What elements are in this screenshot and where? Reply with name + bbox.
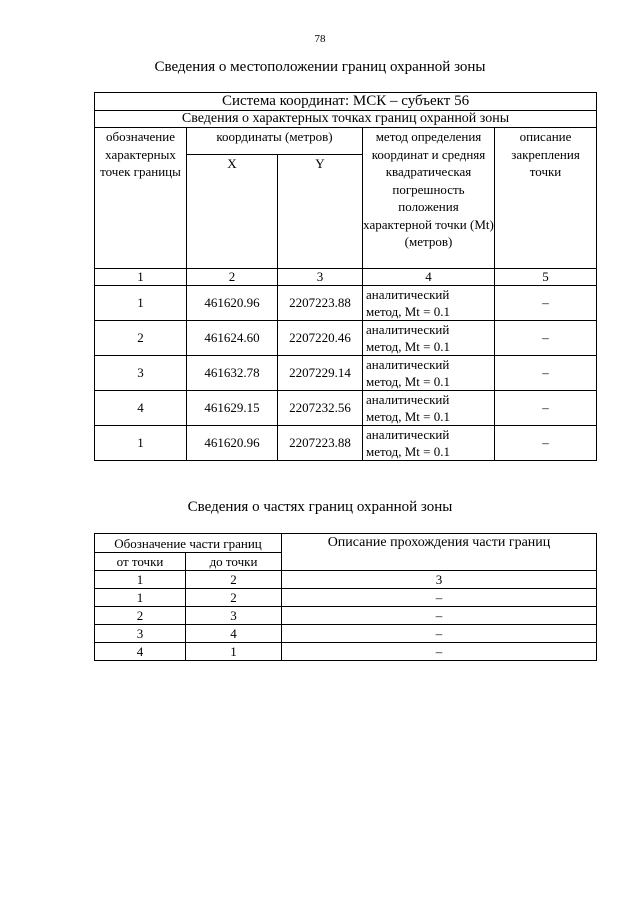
x-cell: 461624.60 (187, 321, 278, 356)
from-cell: 4 (95, 643, 186, 661)
col-header-to: до точки (186, 553, 282, 571)
points-subtitle-header: Сведения о характерных точках границ охранной зоны (95, 111, 597, 128)
y-cell: 2207220.46 (278, 321, 363, 356)
y-cell: 2207229.14 (278, 356, 363, 391)
col-number: 3 (278, 269, 363, 286)
col-header-coords: координаты (метров) (187, 128, 363, 155)
x-cell: 461632.78 (187, 356, 278, 391)
method-cell (363, 286, 495, 321)
y-cell: 2207223.88 (278, 286, 363, 321)
section-title-location: Сведения о местоположении границ охранной зоны (154, 59, 486, 75)
description-cell: – (495, 321, 597, 356)
from-cell: 1 (95, 589, 186, 607)
col-number: 1 (95, 269, 187, 286)
table-row (95, 607, 597, 625)
method-line-1: аналитический (366, 427, 450, 442)
col-header-y: Y (278, 155, 363, 269)
method-cell (363, 356, 495, 391)
point-cell: 3 (95, 356, 187, 391)
from-cell: 3 (95, 625, 186, 643)
method-cell (363, 426, 495, 461)
y-cell: 2207223.88 (278, 426, 363, 461)
description-cell: – (282, 625, 597, 643)
description-cell: – (282, 589, 597, 607)
method-line-2: метод, Mt = 0.1 (366, 409, 450, 424)
method-line-1: аналитический (366, 392, 450, 407)
x-cell: 461620.96 (187, 286, 278, 321)
method-line-2: метод, Mt = 0.1 (366, 339, 450, 354)
from-cell: 2 (95, 607, 186, 625)
table-row (95, 643, 597, 661)
method-cell (363, 321, 495, 356)
x-cell: 461629.15 (187, 391, 278, 426)
description-cell: – (282, 643, 597, 661)
table-row (95, 321, 597, 356)
section-title-parts: Сведения о частях границ охранной зоны (187, 499, 453, 515)
page-number: 78 (314, 33, 326, 45)
method-line-2: метод, Mt = 0.1 (366, 374, 450, 389)
col-header-description: описание закрепления точки (495, 128, 597, 269)
description-cell: 3 (282, 571, 597, 589)
table-row (95, 625, 597, 643)
method-line-2: метод, Mt = 0.1 (366, 304, 450, 319)
col-header-method: метод определения координат и средняя квадратическая погрешность положения характерной точки (Mt) (метров) (363, 128, 495, 269)
coordinate-system-header: Система координат: МСК – субъект 56 (95, 93, 597, 111)
point-cell: 1 (95, 426, 187, 461)
method-line-1: аналитический (366, 357, 450, 372)
col-header-description: Описание прохождения части границ (282, 534, 597, 571)
col-header-from: от точки (95, 553, 186, 571)
description-cell: – (495, 286, 597, 321)
col-number: 5 (495, 269, 597, 286)
to-cell: 2 (186, 589, 282, 607)
table-row (95, 589, 597, 607)
coordinates-table (94, 92, 597, 461)
description-cell: – (282, 607, 597, 625)
col-header-x: X (187, 155, 278, 269)
to-cell: 2 (186, 571, 282, 589)
y-cell: 2207232.56 (278, 391, 363, 426)
method-cell (363, 391, 495, 426)
to-cell: 1 (186, 643, 282, 661)
col-number: 2 (187, 269, 278, 286)
table-row (95, 356, 597, 391)
table-row (95, 426, 597, 461)
description-cell: – (495, 356, 597, 391)
point-cell: 2 (95, 321, 187, 356)
method-line-1: аналитический (366, 322, 450, 337)
to-cell: 3 (186, 607, 282, 625)
table-row (95, 391, 597, 426)
table-row (95, 571, 597, 589)
to-cell: 4 (186, 625, 282, 643)
description-cell: – (495, 426, 597, 461)
col-header-designation: Обозначение части границ (95, 534, 282, 553)
method-line-1: аналитический (366, 287, 450, 302)
table-row (95, 286, 597, 321)
x-cell: 461620.96 (187, 426, 278, 461)
col-number: 4 (363, 269, 495, 286)
method-line-2: метод, Mt = 0.1 (366, 444, 450, 459)
point-cell: 4 (95, 391, 187, 426)
description-cell: – (495, 391, 597, 426)
boundary-parts-table (94, 533, 597, 661)
point-cell: 1 (95, 286, 187, 321)
col-header-point: обозначение характерных точек границы (95, 128, 187, 269)
from-cell: 1 (95, 571, 186, 589)
